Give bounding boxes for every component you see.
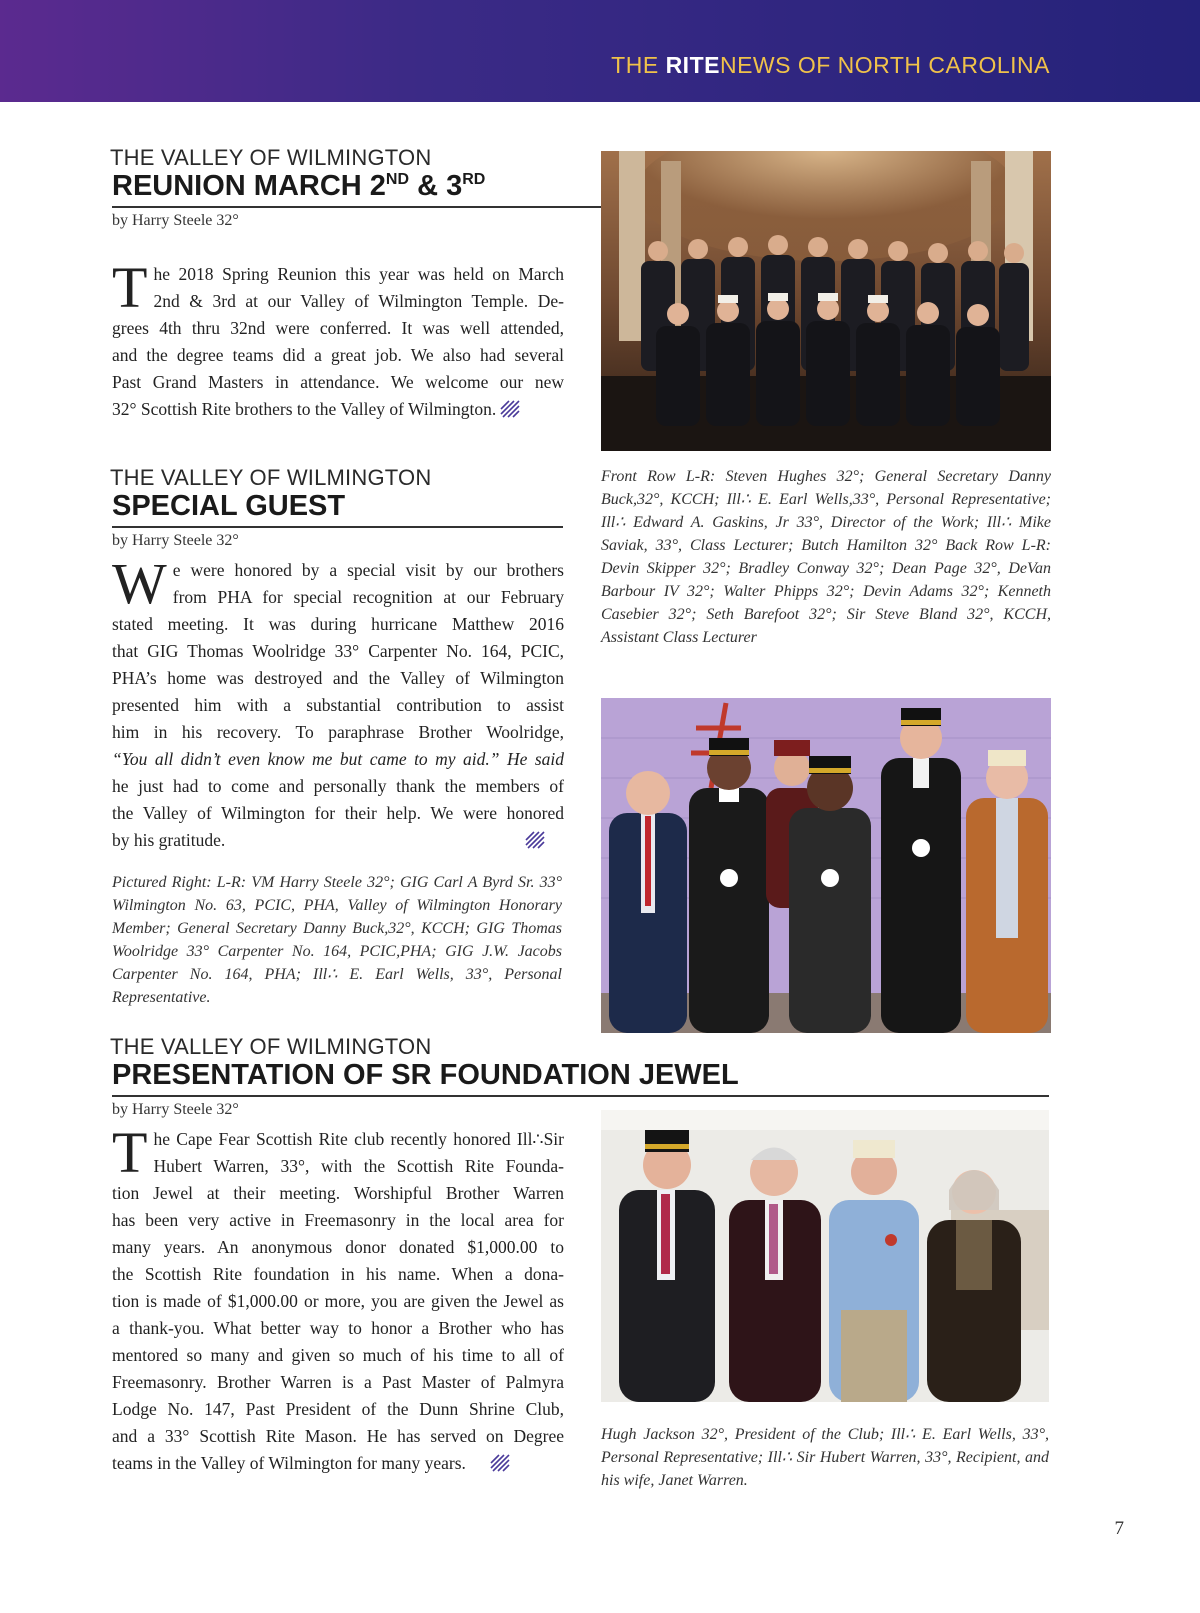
body-line: and the degree teams did a great job. We also had several	[112, 345, 564, 365]
body-line: from PHA for special recognition at our February	[172, 587, 564, 607]
body-line: that GIG Thomas Woolridge 33° Carpenter No. 164, PCIC,	[112, 641, 564, 661]
body-line: the Scottish Rite foundation in his name. When a dona-	[112, 1264, 564, 1284]
body-line: has been very active in Freemasonry in the local area for	[112, 1210, 564, 1230]
end-mark-icon	[500, 400, 520, 418]
photo1-caption: Front Row L-R: Steven Hughes 32°; General Secretary Danny Buck,32°, KCCH; Ill∴ E. Earl Wells,33°, Personal Representative; Ill∴ Edward A. Gaskins, Jr 33°, Director of the Work; Ill∴ Mike Saviak, 33°, Class Lecturer; Butch Hamilton 32° Back Row L-R: Devin Skipper 32°; Bradley Conway 32°; Dean Page 32°, DeVan Barbour IV 32°; Walter Phipps 32°; Devin Adams 32°; Kenneth Casebier 32°; Seth Barefoot 32°; Sir Steve Bland 32°, KCCH, Assistant Class Lecturer	[601, 468, 1051, 646]
headline-sup: RD	[462, 171, 486, 188]
body-line: he Cape Fear Scottish Rite club recently honored Ill∴Sir	[153, 1129, 564, 1149]
photo-special-guest	[601, 698, 1051, 1033]
header-banner	[0, 0, 1200, 102]
article3-body	[112, 1120, 564, 1477]
photo2-caption: Pictured Right: L-R: VM Harry Steele 32°; GIG Carl A Byrd Sr. 33° Wilmington No. 63, PCIC, PHA, Valley of Wilmington Honorary Member; General Secretary Danny Buck,32°, KCCH; GIG Thomas Woolridge 33° Carpenter No. 164, PCIC,PHA; GIG J.W. Jacobs Carpenter No. 164, PHA; Ill∴ E. Earl Wells, 33°, Personal Representative.	[112, 874, 562, 1006]
body-line	[112, 396, 564, 423]
article2-body	[112, 551, 564, 854]
photo3-caption: Hugh Jackson 32°, President of the Club; Ill∴ E. Earl Wells, 33°, Personal Representative; Ill∴ Sir Hubert Warren, 33°, Recipient, and his wife, Janet Warren.	[601, 1426, 1049, 1489]
end-mark-icon	[525, 831, 545, 849]
headline-sup: ND	[385, 171, 410, 188]
body-line: a thank-you. What better way to honor a Brother who has	[112, 1318, 564, 1338]
article1-headline	[112, 170, 602, 208]
body-line-text: 32° Scottish Rite brothers to the Valley of Wilmington.	[112, 399, 497, 419]
body-line-text: teams in the Valley of Wilmington for many years.	[112, 1453, 466, 1473]
article2-kicker: THE VALLEY OF WILMINGTON	[110, 465, 432, 490]
body-line: many years. An anonymous donor donated $1,000.00 to	[112, 1237, 564, 1257]
title-post: NEWS OF NORTH CAROLINA	[719, 52, 1050, 78]
publication-title	[611, 52, 1050, 79]
body-line: 2nd & 3rd at our Valley of Wilmington Temple. De-	[153, 291, 564, 311]
title-pre: THE	[611, 52, 666, 78]
body-line	[112, 827, 564, 854]
body-line	[112, 1450, 564, 1477]
title-bold: RITE	[665, 52, 720, 78]
body-line: grees 4th thru 32nd were conferred. It was well attended,	[112, 318, 564, 338]
article2-headline: SPECIAL GUEST	[112, 490, 563, 528]
body-line: tion Jewel at their meeting. Worshipful Brother Warren	[112, 1183, 564, 1203]
dropcap: T	[112, 255, 148, 320]
body-line: he 2018 Spring Reunion this year was held on March	[153, 264, 564, 284]
body-line: e were honored by a special visit by our brothers	[172, 560, 564, 580]
body-line: Hubert Warren, 33°, with the Scottish Rite Founda-	[153, 1156, 564, 1176]
dropcap: W	[112, 551, 167, 616]
body-line: the Valley of Wilmington for their help. We were honored	[112, 803, 564, 823]
body-line: mentored so many and given so much of his time to all of	[112, 1345, 564, 1365]
body-line: and a 33° Scottish Rite Mason. He has served on Degree	[112, 1426, 564, 1446]
dropcap: T	[112, 1120, 148, 1185]
body-line: “You all didn’t even know me but came to my aid.” He said	[112, 749, 564, 769]
article1-byline: by Harry Steele 32°	[112, 212, 239, 229]
body-line: him in his recovery. To paraphrase Brother Woolridge,	[112, 722, 564, 742]
body-line: he just had to come and personally thank the members of	[112, 776, 564, 796]
article1-body	[112, 255, 564, 423]
photo-foundation-jewel	[601, 1110, 1049, 1402]
body-line: Past Grand Masters in attendance. We welcome our new	[112, 372, 564, 392]
body-line: stated meeting. It was during hurricane Matthew 2016	[112, 614, 564, 634]
headline-part: & 3	[409, 170, 463, 202]
body-line: Lodge No. 147, Past President of the Dunn Shrine Club,	[112, 1399, 564, 1419]
photo-reunion-group	[601, 151, 1051, 451]
article1-kicker: THE VALLEY OF WILMINGTON	[110, 145, 432, 170]
article3-headline: PRESENTATION OF SR FOUNDATION JEWEL	[112, 1059, 1049, 1097]
end-mark-icon	[490, 1454, 510, 1472]
headline-part: REUNION MARCH 2	[112, 170, 386, 202]
article2-byline: by Harry Steele 32°	[112, 532, 239, 549]
body-line-text: by his gratitude.	[112, 830, 226, 850]
body-line: presented him with a substantial contribution to assist	[112, 695, 564, 715]
body-line: PHA’s home was destroyed and the Valley of Wilmington	[112, 668, 564, 688]
article3-byline: by Harry Steele 32°	[112, 1101, 239, 1118]
body-line: tion is made of $1,000.00 or more, you are given the Jewel as	[112, 1291, 564, 1311]
page-number: 7	[1114, 1518, 1124, 1539]
article3-kicker: THE VALLEY OF WILMINGTON	[110, 1034, 432, 1059]
body-line: Freemasonry. Brother Warren is a Past Master of Palmyra	[112, 1372, 564, 1392]
